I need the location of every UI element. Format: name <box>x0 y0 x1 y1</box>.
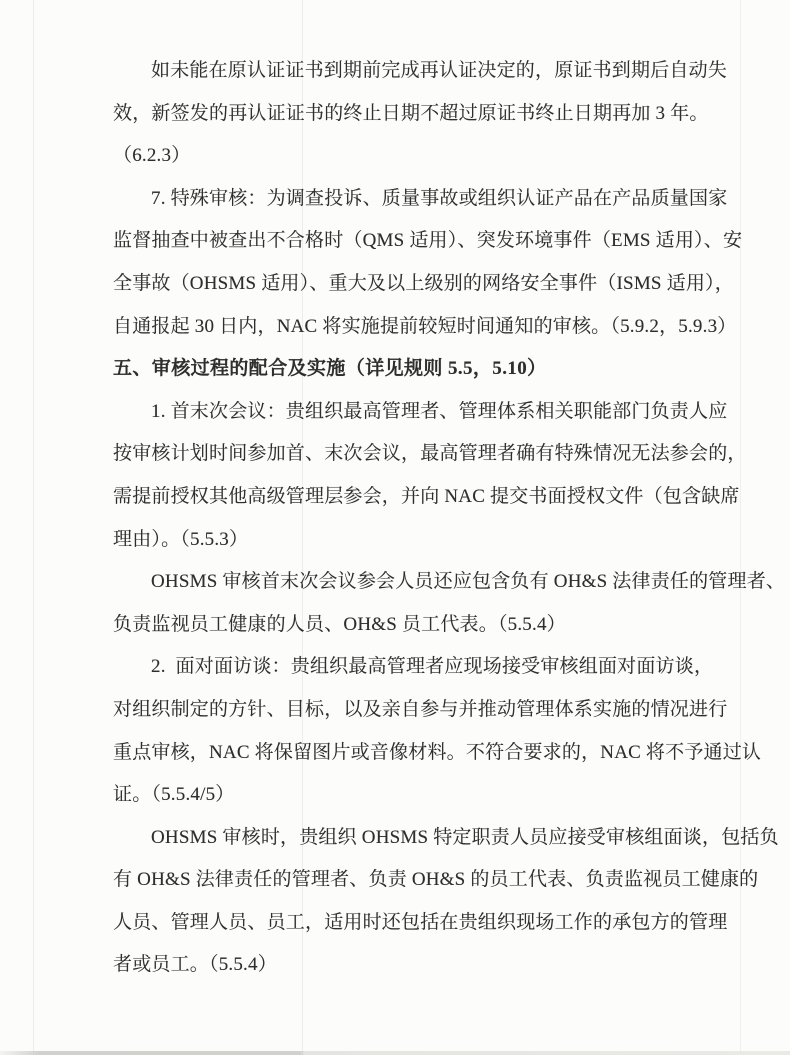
document-line: 效，新签发的再认证证书的终止日期不超过原证书终止日期再加 3 年。 <box>113 102 709 124</box>
document-line: 有 OH&S 法律责任的管理者、负责 OH&S 的员工代表、负责监视员工健康的 <box>113 869 759 891</box>
document-line: 理由）。（5.5.3） <box>113 528 249 550</box>
document-line: 重点审核，NAC 将保留图片或音像材料。不符合要求的，NAC 将不予通过认 <box>113 741 762 763</box>
document-line: 证。（5.5.4/5） <box>113 784 235 806</box>
document-line: （6.2.3） <box>113 145 191 167</box>
document-line: 自通报起 30 日内，NAC 将实施提前较短时间通知的审核。（5.9.2，5.9.3） <box>113 315 737 337</box>
document-line: 如未能在原认证证书到期前完成再认证决定的，原证书到期后自动失 <box>151 60 728 81</box>
document-line: 7. 特殊审核：为调查投诉、质量事故或组织认证产品在产品质量国家 <box>151 187 728 209</box>
scan-seam-left <box>33 0 34 1055</box>
document-line: 全事故（OHSMS 适用）、重大及以上级别的网络安全事件（ISMS 适用）， <box>113 272 734 294</box>
document-line: 1. 首末次会议：贵组织最高管理者、管理体系相关职能部门负责人应 <box>151 400 728 422</box>
document-line: 2. 面对面访谈：贵组织最高管理者应现场接受审核组面对面访谈， <box>151 656 714 678</box>
section-heading: 五、审核过程的配合及实施（详见规则 5.5，5.10） <box>113 358 547 380</box>
document-line: 需提前授权其他高级管理层参会，并向 NAC 提交书面授权文件（包含缺席 <box>113 485 740 507</box>
document-line: OHSMS 审核时，贵组织 OHSMS 特定职责人员应接受审核组面谈，包括负 <box>151 826 779 848</box>
document-line: 对组织制定的方针、目标，以及亲自参与并推动管理体系实施的情况进行 <box>113 698 728 720</box>
document-line: 人员、管理人员、员工，适用时还包括在贵组织现场工作的承包方的管理 <box>113 911 728 933</box>
document-line: OHSMS 审核首末次会议参会人员还应包含负有 OH&S 法律责任的管理者、 <box>151 571 786 593</box>
page-edge-shadow <box>0 1051 790 1055</box>
document-line: 按审核计划时间参加首、末次会议，最高管理者确有特殊情况无法参会的， <box>113 443 747 465</box>
scan-seam-right <box>740 0 741 1055</box>
document-line: 监督抽查中被查出不合格时（QMS 适用）、突发环境事件（EMS 适用）、安 <box>113 230 743 252</box>
document-line: 者或员工。（5.5.4） <box>113 954 277 976</box>
document-line: 负责监视员工健康的人员、OH&S 员工代表。（5.5.4） <box>113 613 566 635</box>
page-content <box>113 50 786 987</box>
